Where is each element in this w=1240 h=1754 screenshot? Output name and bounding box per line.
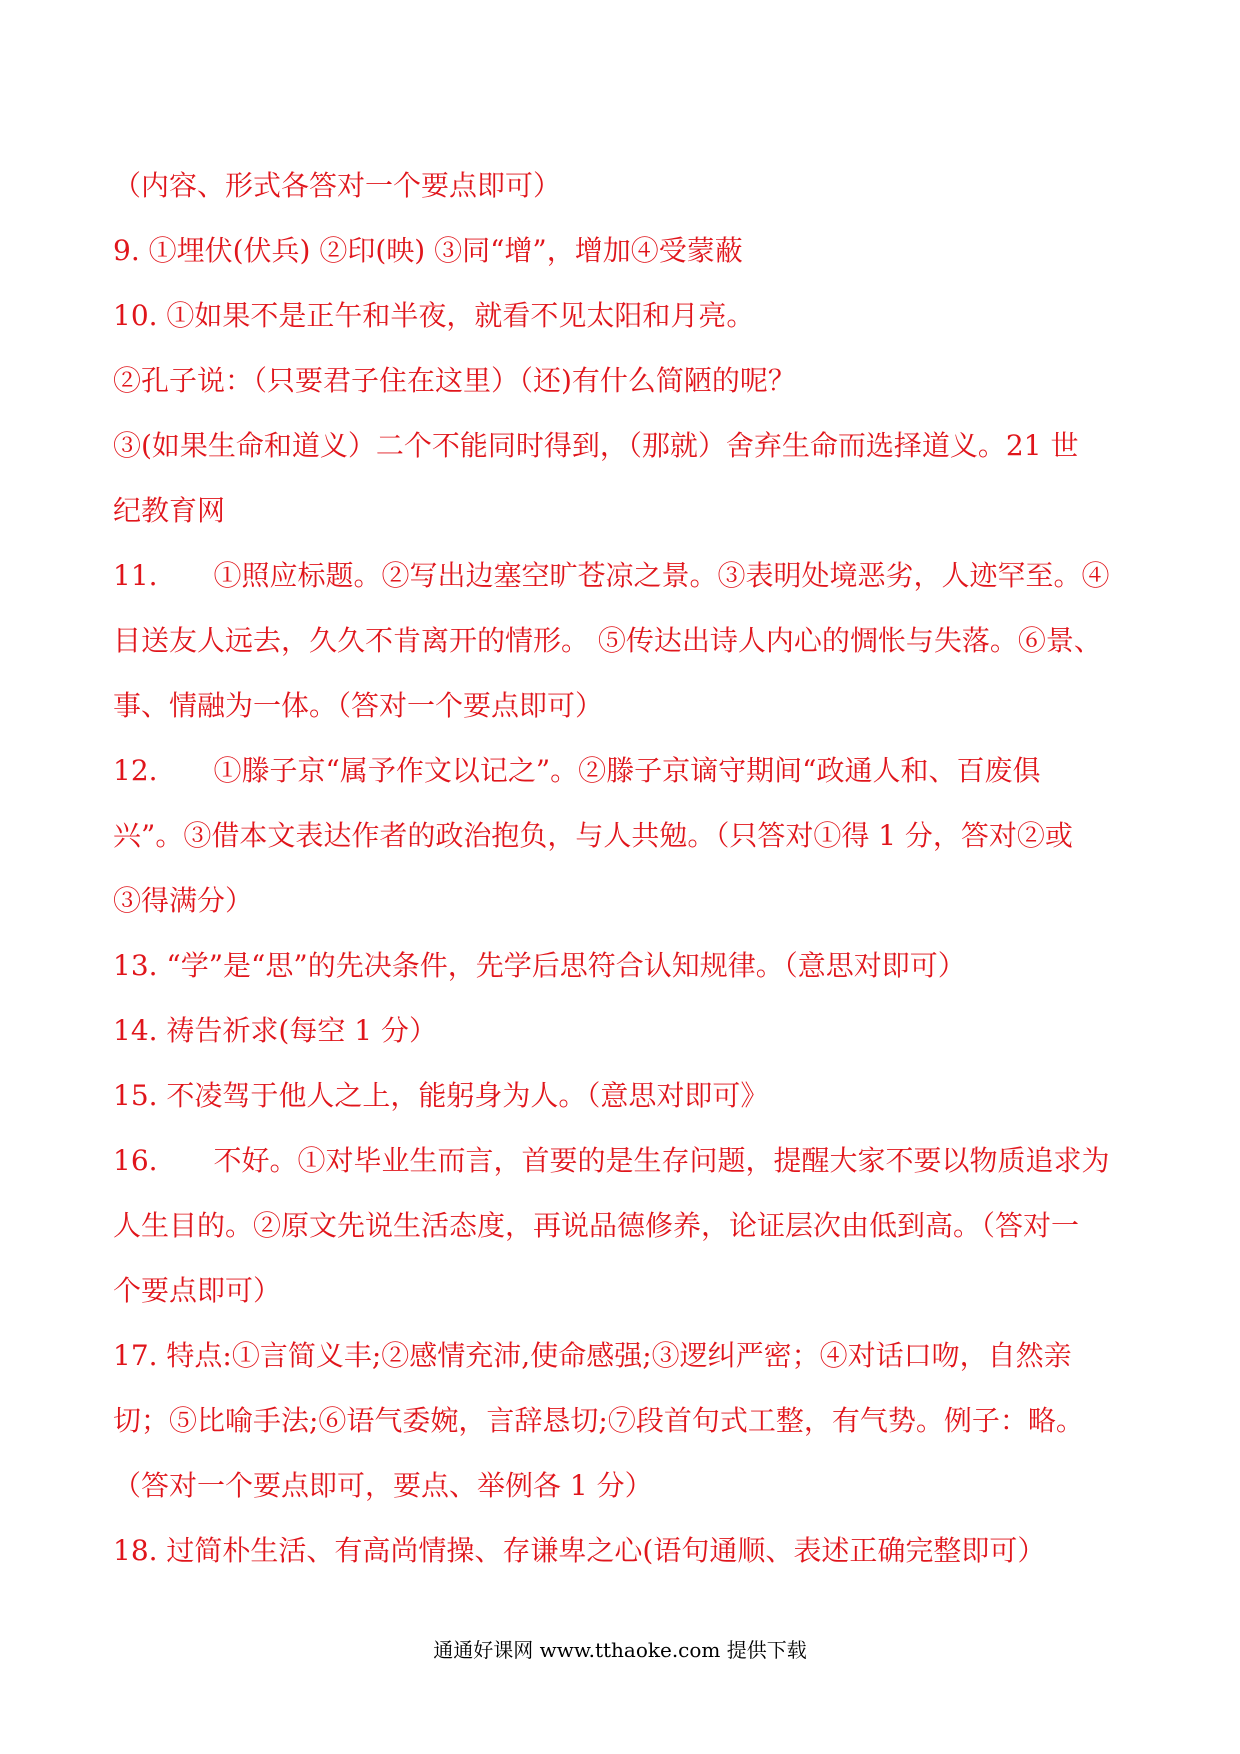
- answer-line: 切；⑤比喻手法;⑥语气委婉，言辞恳切;⑦段首句式工整，有气势。例子：略。: [113, 1404, 1084, 1437]
- answer-line: （内容、形式各答对一个要点即可）: [113, 169, 562, 202]
- answer-line: 13. “学”是“思”的先决条件，先学后思符合认知规律。（意思对即可）: [113, 949, 966, 982]
- answer-line: 10. ①如果不是正午和半夜，就看不见太阳和月亮。: [113, 299, 755, 332]
- answer-line: 16. 不好。①对毕业生而言，首要的是生存问题，提醒大家不要以物质追求为: [113, 1144, 1110, 1177]
- answer-line: 12. ①滕子京“属予作文以记之”。②滕子京谪守期间“政通人和、百废俱: [113, 754, 1041, 787]
- answer-line: （答对一个要点即可，要点、举例各 1 分）: [113, 1469, 653, 1502]
- answer-line: 11. ①照应标题。②写出边塞空旷苍凉之景。③表明处境恶劣，人迹罕至。④: [113, 559, 1110, 592]
- answer-line: 兴”。③借本文表达作者的政治抱负，与人共勉。（只答对①得 1 分，答对②或: [113, 819, 1073, 852]
- answer-line: ③得满分）: [113, 884, 254, 917]
- answer-line: 个要点即可）: [113, 1274, 282, 1307]
- answer-line: ③(如果生命和道义）二个不能同时得到，（那就）舍弃生命而选择道义。21 世: [113, 429, 1079, 462]
- answer-line: 纪教育网: [113, 494, 226, 527]
- page-footer: 通通好课网 www.tthaoke.com 提供下载: [433, 1638, 807, 1662]
- answer-line: 人生目的。②原文先说生活态度，再说品德修养，论证层次由低到高。（答对一: [113, 1209, 1080, 1242]
- answer-line: 9. ①埋伏(伏兵) ②印(映) ③同“增”，增加④受蒙蔽: [113, 234, 743, 267]
- answer-line: 事、情融为一体。（答对一个要点即可）: [113, 689, 604, 722]
- answer-line: ②孔子说：（只要君子住在这里）（还)有什么简陋的呢？: [113, 364, 796, 397]
- answer-line: 目送友人远去，久久不肯离开的情形。 ⑤传达出诗人内心的惆怅与失落。⑥景、: [113, 624, 1102, 657]
- answer-line: 17. 特点:①言简义丰;②感情充沛,使命感强;③逻纠严密；④对话口吻，自然亲: [113, 1339, 1072, 1372]
- answer-line: 15. 不凌驾于他人之上，能躬身为人。（意思对即可》: [113, 1079, 769, 1112]
- answer-line: 18. 过简朴生活、有高尚情操、存谦卑之心(语句通顺、表述正确完整即可）: [113, 1534, 1046, 1567]
- answer-key-body: [113, 153, 1133, 1583]
- answer-line: 14. 祷告祈求(每空 1 分）: [113, 1014, 437, 1047]
